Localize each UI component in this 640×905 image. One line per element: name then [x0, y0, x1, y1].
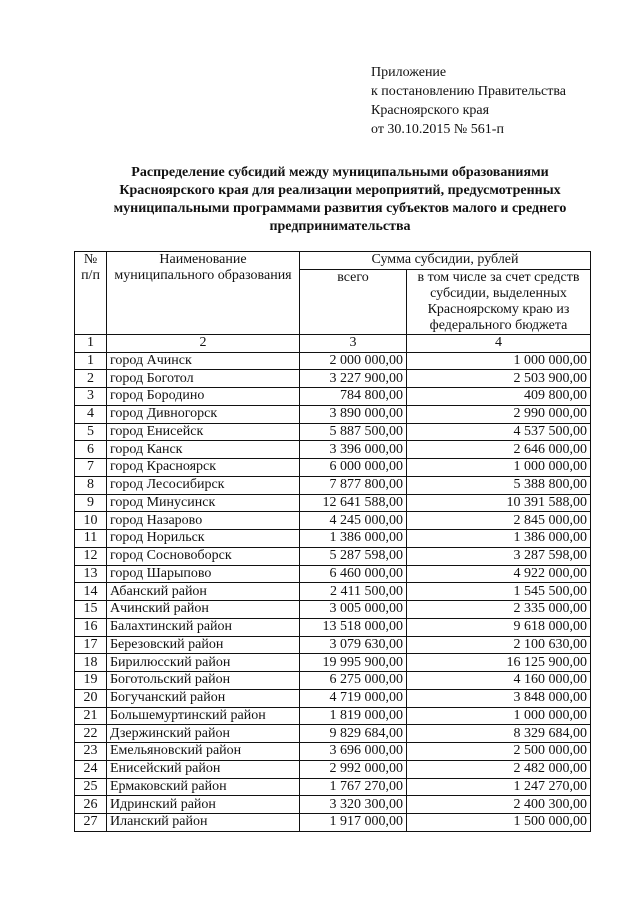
table-row [75, 476, 591, 494]
row-number: 8 [75, 476, 107, 494]
document-title [70, 164, 610, 236]
table-row [75, 796, 591, 814]
table-row [75, 370, 591, 388]
subsidy-federal: 2 503 900,00 [407, 370, 591, 388]
row-number: 20 [75, 689, 107, 707]
subsidy-federal: 8 329 684,00 [407, 725, 591, 743]
municipality-name: город Канск [107, 441, 300, 459]
subsidy-total: 1 767 270,00 [300, 778, 407, 796]
row-number: 21 [75, 707, 107, 725]
table-row [75, 672, 591, 690]
row-number: 1 [75, 352, 107, 370]
subsidy-total: 6 000 000,00 [300, 459, 407, 477]
row-number: 27 [75, 814, 107, 832]
municipality-name: Большемуртинский район [107, 707, 300, 725]
table-row [75, 725, 591, 743]
subsidy-federal: 4 537 500,00 [407, 423, 591, 441]
municipality-name: Иланский район [107, 814, 300, 832]
subsidy-total: 784 800,00 [300, 388, 407, 406]
title-line: Распределение субсидий между муниципальными образованиями [131, 165, 549, 180]
table-row [75, 459, 591, 477]
municipality-name: город Назарово [107, 512, 300, 530]
subsidy-federal: 2 500 000,00 [407, 743, 591, 761]
table-row [75, 405, 591, 423]
subsidy-federal: 2 335 000,00 [407, 601, 591, 619]
row-number: 11 [75, 530, 107, 548]
subsidy-total: 2 411 500,00 [300, 583, 407, 601]
row-number: 9 [75, 494, 107, 512]
municipality-name: Емельяновский район [107, 743, 300, 761]
subsidy-federal: 1 247 270,00 [407, 778, 591, 796]
table-row [75, 743, 591, 761]
subsidy-table [74, 251, 591, 832]
table-row [75, 601, 591, 619]
municipality-name: город Боготол [107, 370, 300, 388]
title-line: Красноярского края для реализации мероприятий, предусмотренных [119, 183, 561, 198]
subsidy-total: 6 275 000,00 [300, 672, 407, 690]
row-number: 12 [75, 547, 107, 565]
municipality-name: город Дивногорск [107, 405, 300, 423]
appendix-block [371, 63, 566, 139]
subsidy-total: 2 992 000,00 [300, 760, 407, 778]
municipality-name: Боготольский район [107, 672, 300, 690]
row-number: 4 [75, 405, 107, 423]
appendix-line: Красноярского края [371, 103, 490, 118]
subsidy-total: 3 320 300,00 [300, 796, 407, 814]
subsidy-total: 3 005 000,00 [300, 601, 407, 619]
header-federal: в том числе за счет средств субсидии, выделенных Красноярскому краю из федерального бюджета [407, 269, 591, 334]
subsidy-federal: 1 000 000,00 [407, 707, 591, 725]
row-number: 3 [75, 388, 107, 406]
table-row [75, 760, 591, 778]
row-number: 10 [75, 512, 107, 530]
municipality-name: город Бородино [107, 388, 300, 406]
subsidy-federal: 2 845 000,00 [407, 512, 591, 530]
subsidy-federal: 2 646 000,00 [407, 441, 591, 459]
subsidy-total: 3 227 900,00 [300, 370, 407, 388]
table-row [75, 618, 591, 636]
row-number: 24 [75, 760, 107, 778]
row-number: 23 [75, 743, 107, 761]
subsidy-federal: 2 400 300,00 [407, 796, 591, 814]
subsidy-total: 6 460 000,00 [300, 565, 407, 583]
subsidy-federal: 2 990 000,00 [407, 405, 591, 423]
municipality-name: Идринский район [107, 796, 300, 814]
column-index: 3 [300, 334, 407, 352]
subsidy-federal: 1 386 000,00 [407, 530, 591, 548]
column-index: 2 [107, 334, 300, 352]
title-line: предпринимательства [269, 219, 411, 234]
subsidy-federal: 5 388 800,00 [407, 476, 591, 494]
municipality-name: Березовский район [107, 636, 300, 654]
subsidy-federal: 2 482 000,00 [407, 760, 591, 778]
subsidy-federal: 1 545 500,00 [407, 583, 591, 601]
subsidy-total: 3 079 630,00 [300, 636, 407, 654]
table-row [75, 814, 591, 832]
subsidy-federal: 1 500 000,00 [407, 814, 591, 832]
table-row [75, 441, 591, 459]
subsidy-total: 13 518 000,00 [300, 618, 407, 636]
municipality-name: город Норильск [107, 530, 300, 548]
subsidy-total: 5 887 500,00 [300, 423, 407, 441]
table-row [75, 689, 591, 707]
table-row [75, 565, 591, 583]
table-row [75, 778, 591, 796]
table-row [75, 530, 591, 548]
header-sum: Сумма субсидии, рублей [300, 252, 591, 270]
municipality-name: город Шарыпово [107, 565, 300, 583]
table-row [75, 547, 591, 565]
subsidy-total: 7 877 800,00 [300, 476, 407, 494]
subsidy-total: 12 641 588,00 [300, 494, 407, 512]
subsidy-federal: 2 100 630,00 [407, 636, 591, 654]
row-number: 7 [75, 459, 107, 477]
table-row [75, 423, 591, 441]
subsidy-federal: 409 800,00 [407, 388, 591, 406]
subsidy-total: 5 287 598,00 [300, 547, 407, 565]
subsidy-total: 1 386 000,00 [300, 530, 407, 548]
column-index-row [75, 334, 591, 352]
row-number: 17 [75, 636, 107, 654]
header-num: № п/п [75, 252, 107, 335]
subsidy-total: 1 819 000,00 [300, 707, 407, 725]
municipality-name: Абанский район [107, 583, 300, 601]
table-row [75, 388, 591, 406]
header-row [75, 252, 591, 270]
municipality-name: город Красноярск [107, 459, 300, 477]
municipality-name: Бирилюсский район [107, 654, 300, 672]
municipality-name: город Ачинск [107, 352, 300, 370]
row-number: 19 [75, 672, 107, 690]
row-number: 15 [75, 601, 107, 619]
municipality-name: город Сосновоборск [107, 547, 300, 565]
subsidy-total: 19 995 900,00 [300, 654, 407, 672]
row-number: 26 [75, 796, 107, 814]
subsidy-total: 2 000 000,00 [300, 352, 407, 370]
municipality-name: Богучанский район [107, 689, 300, 707]
municipality-name: Дзержинский район [107, 725, 300, 743]
subsidy-federal: 3 848 000,00 [407, 689, 591, 707]
municipality-name: Балахтинский район [107, 618, 300, 636]
subsidy-total: 3 890 000,00 [300, 405, 407, 423]
table-row [75, 512, 591, 530]
table-row [75, 654, 591, 672]
subsidy-federal: 16 125 900,00 [407, 654, 591, 672]
subsidy-total: 3 396 000,00 [300, 441, 407, 459]
municipality-name: Ачинский район [107, 601, 300, 619]
row-number: 13 [75, 565, 107, 583]
table-row [75, 352, 591, 370]
table-row [75, 494, 591, 512]
appendix-line: от 30.10.2015 № 561-п [371, 122, 504, 137]
subsidy-total: 1 917 000,00 [300, 814, 407, 832]
title-line: муниципальными программами развития субъектов малого и среднего [113, 201, 567, 216]
subsidy-federal: 4 922 000,00 [407, 565, 591, 583]
subsidy-federal: 9 618 000,00 [407, 618, 591, 636]
table-row [75, 583, 591, 601]
subsidy-federal: 1 000 000,00 [407, 352, 591, 370]
subsidy-federal: 4 160 000,00 [407, 672, 591, 690]
municipality-name: город Лесосибирск [107, 476, 300, 494]
subsidy-federal: 1 000 000,00 [407, 459, 591, 477]
subsidy-federal: 10 391 588,00 [407, 494, 591, 512]
row-number: 5 [75, 423, 107, 441]
subsidy-table-body [75, 252, 591, 832]
row-number: 2 [75, 370, 107, 388]
row-number: 6 [75, 441, 107, 459]
row-number: 16 [75, 618, 107, 636]
table-row [75, 707, 591, 725]
subsidy-total: 9 829 684,00 [300, 725, 407, 743]
subsidy-total: 4 719 000,00 [300, 689, 407, 707]
column-index: 4 [407, 334, 591, 352]
row-number: 14 [75, 583, 107, 601]
header-total: всего [300, 269, 407, 334]
row-number: 25 [75, 778, 107, 796]
row-number: 22 [75, 725, 107, 743]
header-name: Наименование муниципального образования [107, 252, 300, 335]
row-number: 18 [75, 654, 107, 672]
appendix-line: к постановлению Правительства [371, 84, 567, 99]
appendix-line: Приложение [371, 65, 447, 80]
municipality-name: город Енисейск [107, 423, 300, 441]
subsidy-total: 3 696 000,00 [300, 743, 407, 761]
municipality-name: город Минусинск [107, 494, 300, 512]
subsidy-federal: 3 287 598,00 [407, 547, 591, 565]
municipality-name: Ермаковский район [107, 778, 300, 796]
column-index: 1 [75, 334, 107, 352]
subsidy-total: 4 245 000,00 [300, 512, 407, 530]
table-row [75, 636, 591, 654]
municipality-name: Енисейский район [107, 760, 300, 778]
